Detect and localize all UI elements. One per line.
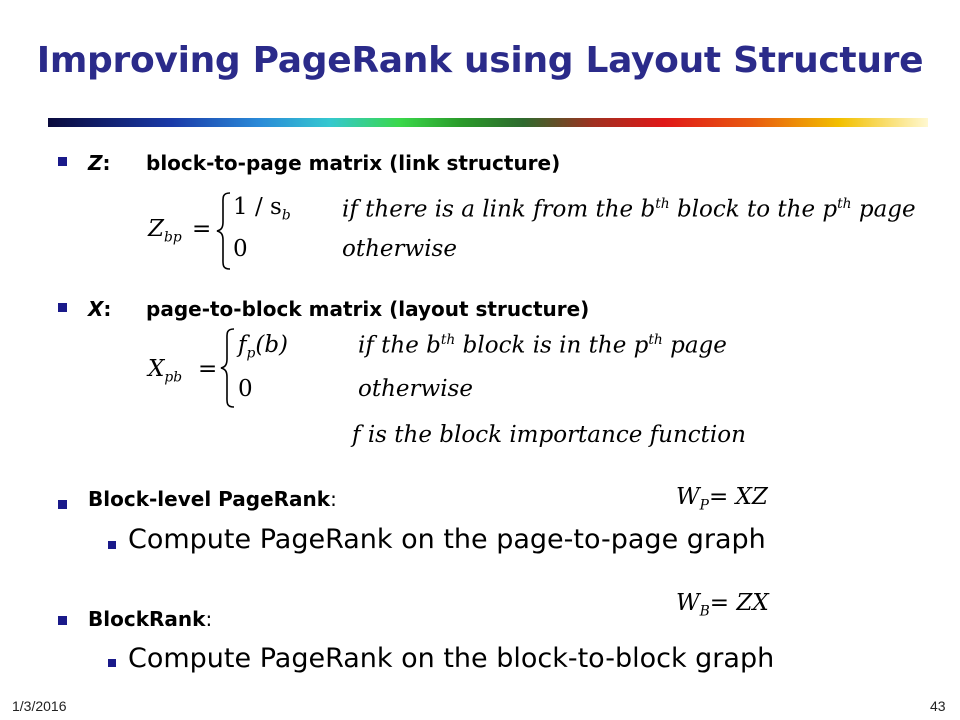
block-level-sub: Compute PageRank on the page-to-page graph [128, 524, 766, 555]
sub-bullet-icon [108, 541, 116, 549]
x-colon: : [103, 297, 112, 321]
z-case1-cond-sup2: th [837, 196, 852, 212]
wp-lhs: W [676, 484, 700, 510]
z-colon: : [102, 151, 111, 175]
x-case1-value-sub: p [246, 345, 256, 362]
blockrank-label: BlockRank [88, 607, 206, 631]
z-symbol: Z [88, 151, 103, 175]
z-case1-value-sub: b [281, 207, 291, 224]
z-case1-cond-b: block to the p [669, 196, 838, 223]
z-formula-lhs [148, 216, 182, 246]
x-case1-condition [358, 332, 727, 359]
z-case1-cond-a: if there is a link from the b [342, 196, 656, 223]
x-case2-condition: otherwise [358, 376, 473, 402]
z-lhs-sub: bp [163, 229, 182, 246]
x-left-brace [220, 328, 236, 408]
x-lhs-sub: pb [164, 369, 183, 386]
wp-rhs: = XZ [708, 484, 768, 510]
z-case1-cond-sup1: th [655, 196, 670, 212]
x-case1-value [238, 332, 288, 362]
sub-bullet-icon [108, 659, 116, 667]
z-case1-value [233, 194, 291, 224]
z-case2-value: 0 [233, 236, 248, 262]
z-case1-condition [342, 196, 916, 223]
x-case1-cond-a: if the b [358, 332, 441, 359]
z-case2-condition: otherwise [342, 236, 457, 262]
wb-lhs-sub: B [699, 603, 710, 620]
x-case1-cond-b: block is in the p [455, 332, 649, 359]
x-case1-cond-c: page [662, 332, 727, 359]
x-formula-note: f is the block importance function [352, 422, 746, 448]
z-description: block-to-page matrix (link structure) [146, 151, 561, 175]
x-symbol: X [88, 297, 104, 321]
x-item [88, 297, 111, 321]
z-case1-cond-c: page [851, 196, 916, 223]
title-divider-gradient [48, 118, 928, 127]
x-description: page-to-block matrix (layout structure) [146, 297, 590, 321]
x-case2-value: 0 [238, 376, 253, 402]
wp-lhs-sub: P [699, 497, 709, 514]
x-case1-cond-sup2: th [648, 332, 663, 348]
bullet-icon [58, 303, 67, 312]
z-equals: = [192, 216, 212, 242]
z-item [88, 151, 111, 175]
blockrank-colon: : [205, 607, 213, 631]
x-case1-cond-sup1: th [440, 332, 456, 348]
z-left-brace [216, 192, 232, 270]
slide-title: Improving PageRank using Layout Structure [36, 40, 924, 81]
z-case1-value-text: 1 / s [233, 194, 282, 220]
x-formula-lhs [148, 356, 182, 386]
footer-date: 1/3/2016 [12, 698, 67, 714]
x-equals: = [198, 356, 218, 382]
bullet-icon [58, 616, 67, 625]
wp-formula [676, 484, 768, 514]
bullet-icon [58, 157, 67, 166]
block-level-label: Block-level PageRank [88, 487, 331, 511]
x-case1-value-f: f [238, 332, 247, 358]
block-level-item [88, 487, 337, 511]
x-lhs: X [148, 356, 165, 382]
block-level-colon: : [330, 487, 337, 511]
blockrank-sub: Compute PageRank on the block-to-block graph [128, 643, 775, 674]
z-lhs: Z [148, 216, 164, 242]
wb-lhs: W [676, 590, 700, 616]
wb-rhs: = ZX [709, 590, 769, 616]
bullet-icon [58, 500, 67, 509]
wb-formula [676, 590, 769, 620]
footer-page-number: 43 [930, 698, 946, 714]
blockrank-item [88, 607, 212, 631]
x-case1-value-arg: (b) [255, 332, 289, 358]
